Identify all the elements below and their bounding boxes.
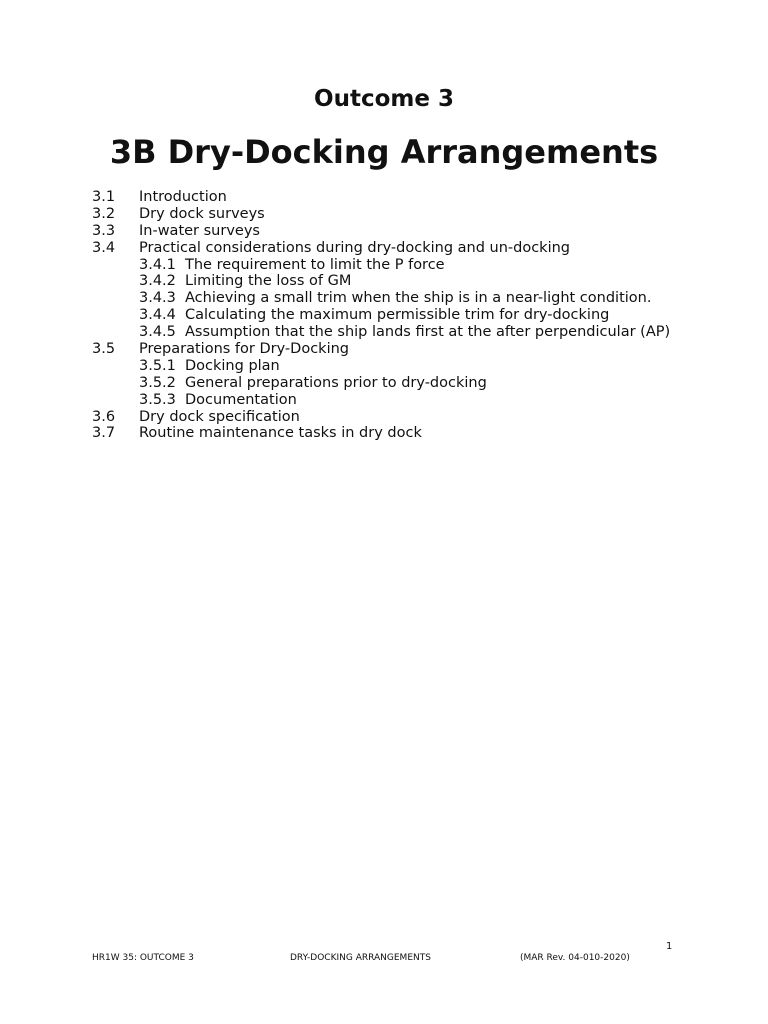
toc-entry-number: 3.3 bbox=[92, 222, 116, 239]
footer-section-title: DRY-DOCKING ARRANGEMENTS bbox=[290, 953, 431, 963]
toc-entry-number: 3.7 bbox=[92, 425, 116, 442]
toc-entry-number: 3.4.3 bbox=[139, 290, 176, 307]
toc-entry-text: Docking plan bbox=[185, 357, 280, 374]
toc-entry-text: Dry dock specification bbox=[139, 408, 300, 425]
page-number: 1 bbox=[666, 941, 673, 952]
toc-entry-number: 3.5 bbox=[92, 341, 116, 358]
toc-entry-text: In-water surveys bbox=[139, 222, 260, 239]
toc-entry-number: 3.4.1 bbox=[139, 256, 176, 273]
toc-entry-number: 3.5.3 bbox=[139, 391, 176, 408]
toc-entry-number: 3.5.2 bbox=[139, 374, 176, 391]
toc-entry-text: Assumption that the ship lands first at the after perpendicular (AP) bbox=[185, 324, 671, 341]
toc-entry-number: 3.1 bbox=[92, 189, 116, 205]
toc-entry-text: Dry dock surveys bbox=[139, 205, 265, 222]
toc-entry-text: Preparations for Dry-Docking bbox=[139, 341, 349, 358]
toc-entry-number: 3.4 bbox=[92, 239, 116, 256]
footer-revision: (MAR Rev. 04-010-2020) bbox=[520, 953, 630, 963]
toc-entry-number: 3.5.1 bbox=[139, 357, 176, 374]
toc-entry-text: Limiting the loss of GM bbox=[185, 273, 352, 290]
toc-entry-text: General preparations prior to dry-docking bbox=[185, 374, 487, 391]
toc-entry-text: Documentation bbox=[185, 391, 297, 408]
toc-entry-text: Practical considerations during dry-docking and un-docking bbox=[139, 239, 570, 256]
toc-entry-number: 3.2 bbox=[92, 205, 116, 222]
toc-entry-number: 3.6 bbox=[92, 408, 116, 425]
toc-entry-number: 3.4.2 bbox=[139, 273, 176, 290]
footer-course-code: HR1W 35: OUTCOME 3 bbox=[92, 953, 194, 963]
toc-entry-text: Routine maintenance tasks in dry dock bbox=[139, 425, 422, 442]
toc-entry-number: 3.4.4 bbox=[139, 307, 176, 324]
page-title: 3B Dry-Docking Arrangements bbox=[109, 133, 659, 171]
toc-entry-text: Calculating the maximum permissible trim for dry-docking bbox=[185, 307, 610, 324]
toc-entry-text: Achieving a small trim when the ship is in a near-light condition. bbox=[185, 290, 652, 307]
toc-entry-text: The requirement to limit the P force bbox=[185, 256, 445, 273]
outcome-heading: Outcome 3 bbox=[314, 86, 454, 112]
toc-entry-number: 3.4.5 bbox=[139, 324, 176, 341]
toc-entry-text: Introduction bbox=[139, 189, 227, 205]
